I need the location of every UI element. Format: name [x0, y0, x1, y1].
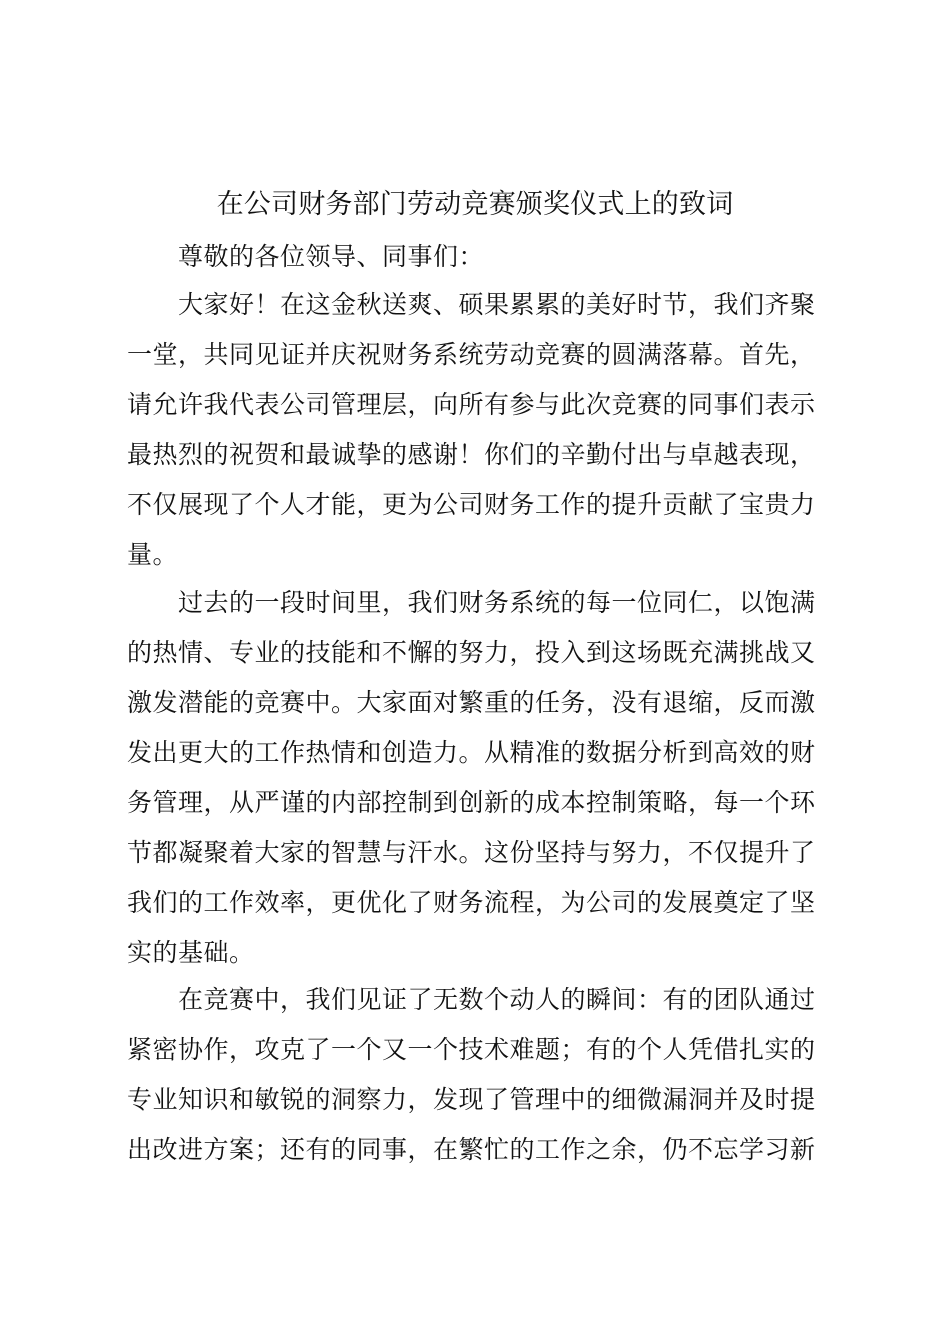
paragraph-line: 的热情、专业的技能和不懈的努力，投入到这场既充满挑战又 — [127, 638, 816, 667]
paragraph-line: 最热烈的祝贺和最诚挚的感谢！你们的辛勤付出与卓越表现， — [127, 440, 816, 469]
paragraph-line: 出改进方案；还有的同事，在繁忙的工作之余，仍不忘学习新 — [127, 1135, 816, 1164]
paragraph-line: 务管理，从严谨的内部控制到创新的成本控制策略，每一个环 — [127, 788, 816, 817]
paragraph-line: 我们的工作效率，更优化了财务流程，为公司的发展奠定了坚 — [127, 888, 816, 917]
salutation-block — [127, 232, 835, 282]
paragraph-line: 专业知识和敏锐的洞察力，发现了管理中的细微漏洞并及时提 — [127, 1085, 816, 1114]
salutation: 尊敬的各位领导、同事们： — [178, 242, 485, 271]
paragraph-line: 大家好！在这金秋送爽、硕果累累的美好时节，我们齐聚 — [178, 290, 816, 319]
paragraph-line: 节都凝聚着大家的智慧与汗水。这份坚持与努力，不仅提升了 — [127, 838, 816, 867]
paragraph-line: 请允许我代表公司管理层，向所有参与此次竞赛的同事们表示 — [127, 390, 816, 419]
paragraph-line: 不仅展现了个人才能，更为公司财务工作的提升贡献了宝贵力 — [127, 490, 816, 519]
paragraph-line: 发出更大的工作热情和创造力。从精准的数据分析到高效的财 — [127, 738, 816, 767]
paragraph-line: 实的基础。 — [127, 938, 255, 967]
paragraph-line: 量。 — [127, 540, 179, 569]
paragraph-line: 激发潜能的竞赛中。大家面对繁重的任务，没有退缩，反而激 — [127, 688, 816, 717]
paragraph-3 — [127, 975, 835, 1175]
document-title: 在公司财务部门劳动竞赛颁奖仪式上的致词 — [216, 189, 734, 220]
paragraph-line: 在竞赛中，我们见证了无数个动人的瞬间：有的团队通过 — [178, 985, 816, 1014]
paragraph-line: 紧密协作，攻克了一个又一个技术难题；有的个人凭借扎实的 — [127, 1035, 816, 1064]
paragraph-1 — [127, 280, 835, 580]
paragraph-line: 过去的一段时间里，我们财务系统的每一位同仁，以饱满 — [178, 588, 816, 617]
paragraph-2 — [127, 578, 835, 978]
paragraph-line: 一堂，共同见证并庆祝财务系统劳动竞赛的圆满落幕。首先， — [127, 340, 816, 369]
